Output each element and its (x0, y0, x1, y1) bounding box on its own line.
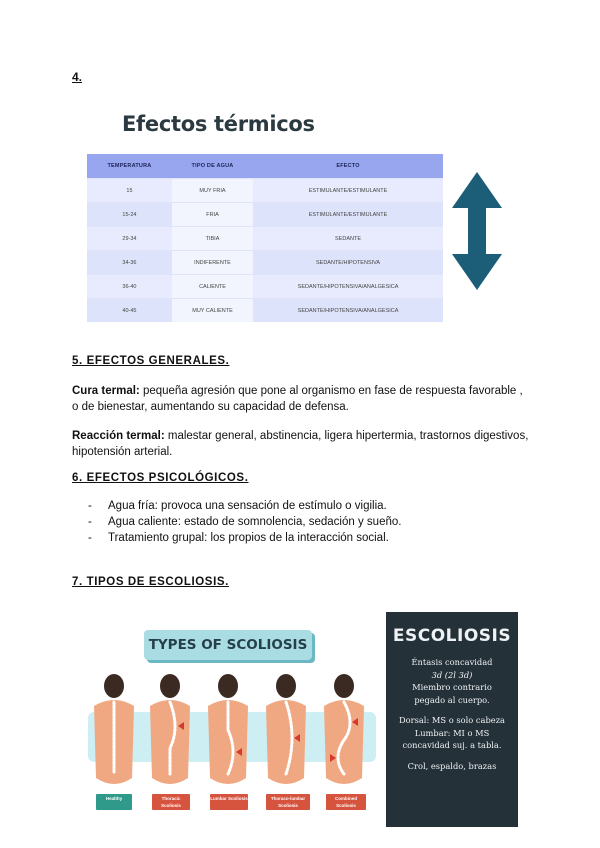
reaccion-termal-paragraph (72, 428, 532, 460)
reaccion-termal-text: malestar general, abstinencia, ligera hipertermia, trastornos digestivos, hipotensión arterial. (72, 430, 529, 458)
table-header-cell: EFECTO (253, 154, 443, 179)
table-cell: SEDANTE (253, 227, 443, 251)
table-header-row (87, 154, 443, 179)
table-cell: 34-36 (87, 251, 172, 275)
cura-termal-paragraph (72, 383, 532, 415)
table-cell: 40-45 (87, 299, 172, 323)
table-row (87, 275, 443, 299)
spine-figures-icon (80, 668, 376, 796)
escoliosis-line: Lumbar: MI o MS (414, 727, 490, 738)
escoliosis-info-box (386, 612, 518, 827)
scoliosis-banner: TYPES OF SCOLIOSIS (144, 630, 312, 660)
section-7-heading: 7. TIPOS DE ESCOLIOSIS. (72, 576, 229, 588)
table-cell: SEDANTE/HIPOTENSIVA/ANALGESICA (253, 299, 443, 323)
table-cell: SEDANTE/HIPOTENSIVA/ANALGESICA (253, 275, 443, 299)
scoliosis-tag: Healthy (96, 794, 132, 810)
escoliosis-line: Dorsal: MS o solo cabeza (398, 715, 506, 725)
table-cell: 15-24 (87, 203, 172, 227)
list-item: - Tratamiento grupal: los propios de la interacción social. (88, 530, 401, 546)
table-header-cell: TIPO DE AGUA (172, 154, 253, 179)
cura-termal-text: pequeña agresión que pone al organismo en fase de respuesta favorable , o de bienestar, aumentando su capacidad de defensa. (72, 385, 523, 413)
table-cell: 29-34 (87, 227, 172, 251)
table-cell: 15 (87, 179, 172, 203)
table-cell: TIBIA (172, 227, 253, 251)
table-cell: MUY CALIENTE (172, 299, 253, 323)
table-cell: 36-40 (87, 275, 172, 299)
scoliosis-tag: Thoracic Scoliosis (152, 794, 190, 810)
scoliosis-types-illustration (80, 620, 376, 816)
table-cell: ESTIMULANTE/ESTIMULANTE (253, 179, 443, 203)
scoliosis-tag: Thoraco-lumbar Scoliosis (266, 794, 310, 810)
table-cell: SEDANTE/HIPOTENSIVA (253, 251, 443, 275)
table-row (87, 251, 443, 275)
table-cell: CALIENTE (172, 275, 253, 299)
table-cell: FRIA (172, 203, 253, 227)
table-cell: INDIFERENTE (172, 251, 253, 275)
escoliosis-line: Miembro contrario (412, 682, 492, 692)
cura-termal-label: Cura termal: (72, 385, 140, 397)
thermal-effects-title: Efectos térmicos (122, 112, 315, 136)
list-item: - Agua caliente: estado de somnolencia, sedación y sueño. (88, 514, 401, 530)
escoliosis-line: concavidad suj. a tabla. (402, 740, 502, 750)
scoliosis-tag: Combined Scoliosis (326, 794, 366, 810)
escoliosis-title: ESCOLIOSIS (392, 626, 512, 646)
table-row (87, 203, 443, 227)
table-row (87, 179, 443, 203)
table-row (87, 227, 443, 251)
table-row (87, 299, 443, 323)
escoliosis-line: 3d (2l 3d) (431, 669, 473, 680)
section-6-heading: 6. EFECTOS PSICOLÓGICOS. (72, 472, 249, 484)
escoliosis-line: Crol, espaldo, brazas (407, 760, 497, 771)
section-5-heading: 5. EFECTOS GENERALES. (72, 355, 230, 367)
reaccion-termal-label: Reacción termal: (72, 430, 165, 442)
escoliosis-line: pegado al cuerpo. (414, 694, 490, 705)
table-cell: ESTIMULANTE/ESTIMULANTE (253, 203, 443, 227)
table-cell: MUY FRIA (172, 179, 253, 203)
list-item: - Agua fría: provoca una sensación de estímulo o vigilia. (88, 498, 401, 514)
thermal-table (87, 154, 443, 322)
escoliosis-line: Éntasis concavidad (411, 657, 493, 667)
psychological-effects-list (88, 498, 401, 546)
scoliosis-tag: Lumbar Scoliosis (210, 794, 248, 810)
section-4-number: 4. (72, 70, 83, 84)
double-arrow-icon (450, 170, 504, 292)
table-header-cell: TEMPERATURA (87, 154, 172, 179)
